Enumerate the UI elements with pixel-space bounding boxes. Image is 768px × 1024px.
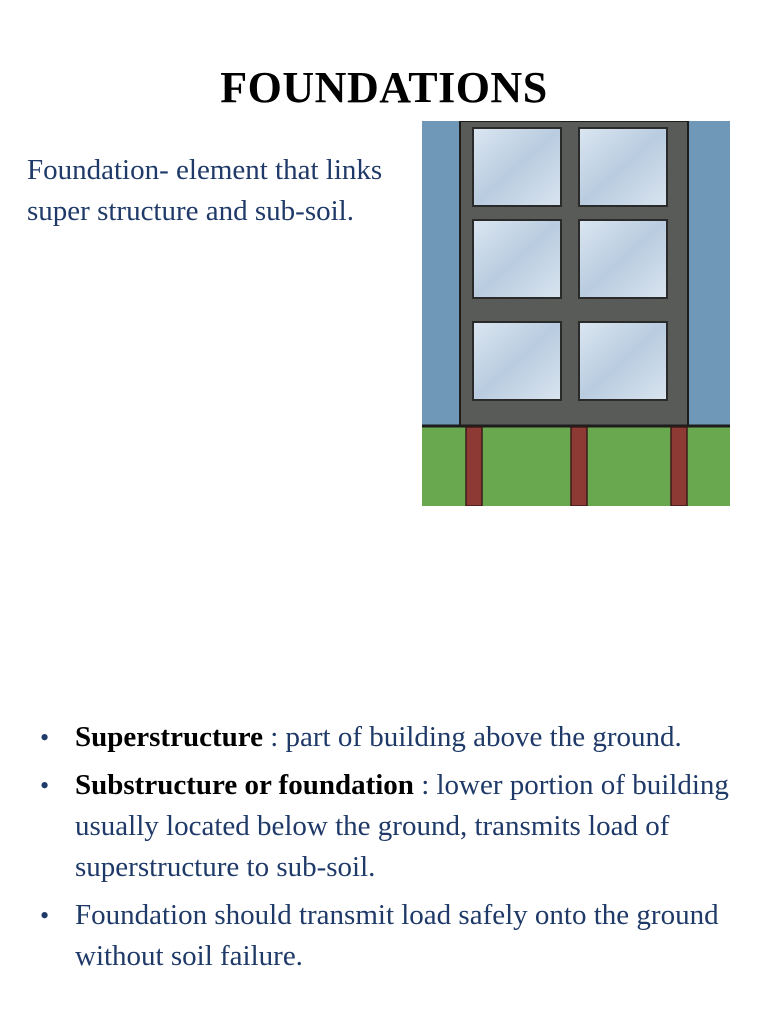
window <box>473 128 561 206</box>
bullet-dot-icon: • <box>40 771 50 800</box>
bullet-text: Foundation should transmit load safely onto the ground without soil failure. <box>75 899 719 972</box>
pile <box>466 427 482 506</box>
building-foundation-figure <box>422 121 730 506</box>
bullet-item <box>36 717 736 758</box>
window <box>473 220 561 298</box>
window <box>473 322 561 400</box>
bullet-text: : part of building above the ground. <box>262 721 682 753</box>
pile <box>671 427 687 506</box>
bullet-list <box>36 717 736 984</box>
window <box>579 322 667 400</box>
window <box>579 128 667 206</box>
bullet-term: Substructure or foundation <box>75 769 414 801</box>
bullet-dot-icon: • <box>40 723 50 752</box>
building-foundation-illustration <box>422 121 730 506</box>
window <box>579 220 667 298</box>
bullet-term: Superstructure <box>75 721 263 753</box>
pile <box>571 427 587 506</box>
bullet-item <box>36 895 736 977</box>
intro-text: Foundation- element that links super structure and sub-soil. <box>27 154 383 227</box>
bullet-dot-icon: • <box>40 901 50 930</box>
bullet-item <box>36 765 736 888</box>
slide-title: FOUNDATIONS <box>220 63 548 112</box>
bullet-text: : lower portion of building usually located below the ground, transmits load of superstructure to sub-soil. <box>75 769 729 883</box>
